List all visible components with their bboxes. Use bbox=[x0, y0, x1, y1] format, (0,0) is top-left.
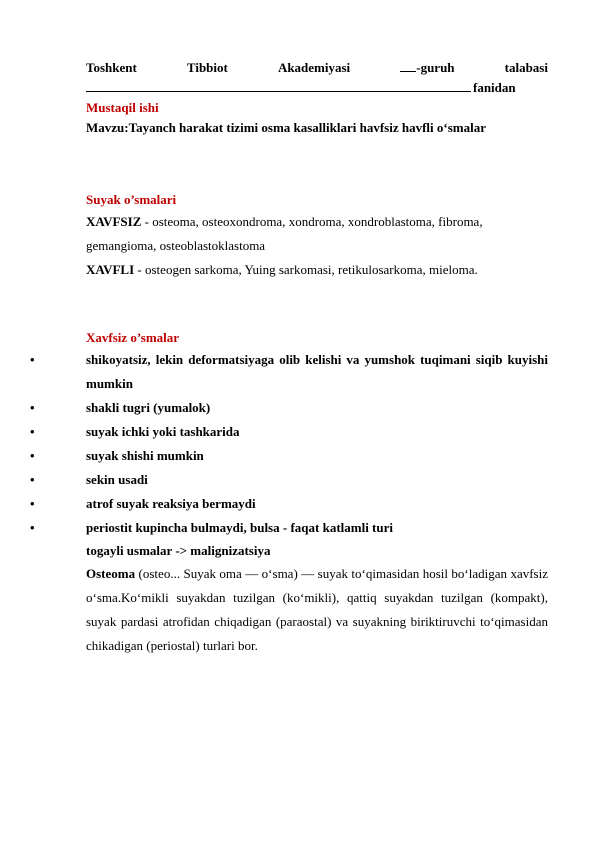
subject-blank bbox=[86, 79, 471, 92]
header-word-4: -guruh bbox=[416, 60, 455, 75]
header-word-5: talabasi bbox=[504, 60, 548, 75]
list-item: • shikoyatsiz, lekin deformatsiyaga olib kelishi va yumshok tuqimani siqib kuyishi mumkin bbox=[86, 348, 548, 396]
section-heading-benign-tumors: Xavfsiz o’smalar bbox=[86, 330, 180, 345]
subject-line bbox=[86, 78, 548, 98]
osteoma-label: Osteoma bbox=[86, 566, 136, 581]
bullet-icon: • bbox=[30, 520, 35, 535]
malignant-text: - osteogen sarkoma, Yuing sarkomasi, retikulosarkoma, mieloma. bbox=[134, 262, 478, 277]
bullet-icon: • bbox=[30, 400, 35, 415]
bullet-icon: • bbox=[30, 496, 35, 511]
benign-label: XAVFSIZ bbox=[86, 214, 142, 229]
list-item: • atrof suyak reaksiya bermaydi bbox=[86, 492, 548, 516]
benign-text-2: gemangioma, osteoblastoklastoma bbox=[86, 238, 266, 253]
document-page bbox=[30, 58, 548, 658]
bullet-icon: • bbox=[30, 472, 35, 487]
header-group bbox=[400, 58, 454, 78]
bullet-icon: • bbox=[30, 424, 35, 439]
list-item: • shakli tugri (yumalok) bbox=[86, 396, 548, 420]
cartilage-note: togayli usmalar -> malignizatsiya bbox=[86, 543, 271, 558]
osteoma-paragraph bbox=[86, 562, 548, 658]
benign-list-paragraph bbox=[86, 210, 548, 258]
bullet-icon: • bbox=[30, 352, 35, 367]
document-title: Mustaqil ishi bbox=[86, 100, 159, 115]
osteoma-text: (osteo... Suyak oma — o‘sma) — suyak to‘qimasidan hosil bo‘ladigan xavfsiz o‘sma.Ko‘mikli suyakdan tuzilgan (ko‘mikli), qattiq suyakdan tuzilgan (kompakt), suyak pardasi atrofidan chiqadigan (paraostal) va suyakning biriktiruvchi to‘qimasidan chikadigan (periostal) turlari bor. bbox=[86, 566, 548, 653]
benign-text-1: - osteoma, osteoxondroma, xondroma, xondroblastoma, fibroma, bbox=[141, 214, 483, 229]
section-heading-bone-tumors: Suyak o’smalari bbox=[86, 192, 177, 207]
header-word-3: Akademiyasi bbox=[277, 60, 351, 75]
header-word-2: Tibbiot bbox=[186, 60, 228, 75]
header-line bbox=[86, 58, 548, 78]
malignant-label: XAVFLI bbox=[86, 262, 135, 277]
list-item: • sekin usadi bbox=[86, 468, 548, 492]
list-item: • suyak shishi mumkin bbox=[86, 444, 548, 468]
list-item: • suyak ichki yoki tashkarida bbox=[86, 420, 548, 444]
benign-features-list bbox=[30, 348, 548, 540]
bullet-icon: • bbox=[30, 448, 35, 463]
group-blank bbox=[400, 59, 416, 72]
header-word-1: Toshkent bbox=[86, 60, 137, 75]
list-item: • periostit kupincha bulmaydi, bulsa - faqat katlamli turi bbox=[86, 516, 548, 540]
fanidan-text: fanidan bbox=[473, 80, 516, 95]
topic-line: Mavzu:Tayanch harakat tizimi osma kasalliklari havfsiz havfli o‘smalar bbox=[86, 120, 486, 135]
malignant-list-paragraph bbox=[86, 258, 548, 282]
